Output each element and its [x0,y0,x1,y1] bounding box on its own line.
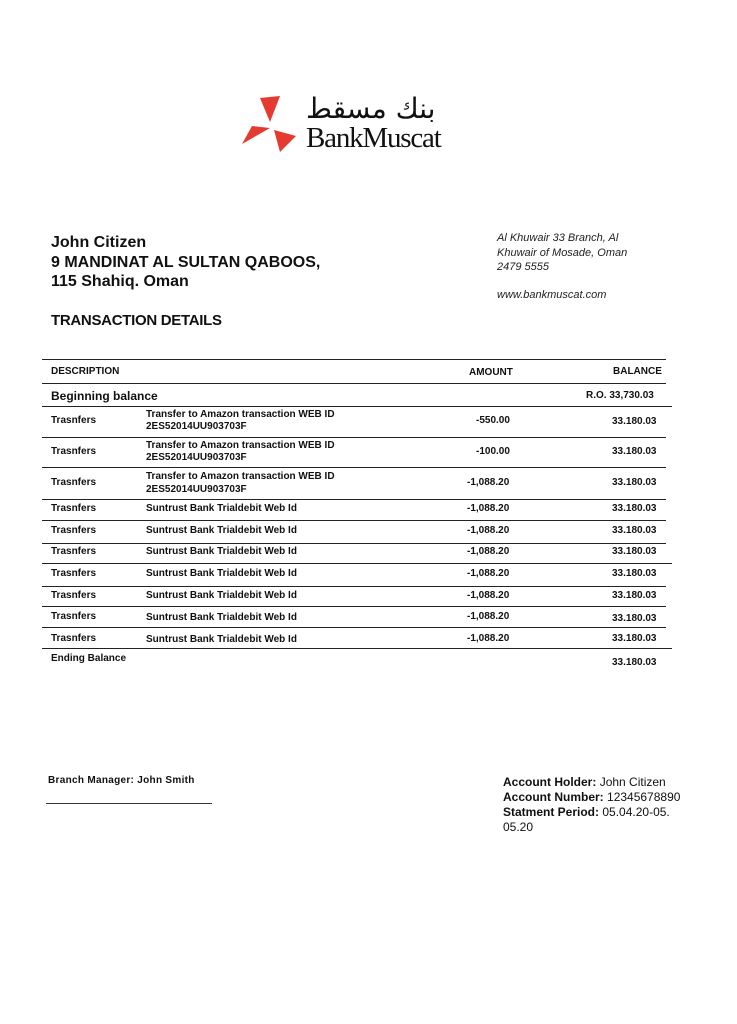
row-type: Trasnfers [51,611,97,622]
branch-phone: 2479 5555 [497,261,549,273]
table-divider [42,437,666,438]
header-amount: AMOUNT [469,367,513,378]
account-number-value: 12345678890 [607,790,681,804]
row-type: Trasnfers [51,446,97,457]
row-description-id: 2ES52014UU903703F [146,484,247,495]
row-balance: 33.180.03 [612,503,657,514]
section-title: TRANSACTION DETAILS [51,312,222,329]
table-divider [42,627,666,628]
table-divider [42,383,666,384]
table-divider [42,586,666,587]
row-balance: 33.180.03 [612,477,657,488]
row-amount: -1,088.20 [467,590,510,601]
table-divider [42,520,666,521]
row-balance: 33.180.03 [612,446,657,457]
statement-period [503,805,670,820]
row-description: Transfer to Amazon transaction WEB ID [146,471,335,482]
table-divider [42,648,672,649]
row-balance: 33.180.03 [612,525,657,536]
row-description: Transfer to Amazon transaction WEB ID [146,409,335,420]
row-description: Suntrust Bank Trialdebit Web Id [146,612,297,623]
row-balance: 33.180.03 [612,568,657,579]
customer-name: John Citizen [51,234,147,251]
row-description: Suntrust Bank Trialdebit Web Id [146,590,297,601]
statement-period-value: 05.04.20-05. [602,805,670,819]
row-amount: -1,088.20 [467,477,510,488]
row-amount: -1,088.20 [467,503,510,514]
table-divider [42,467,666,468]
row-description: Suntrust Bank Trialdebit Web Id [146,568,297,579]
row-amount: -550.00 [476,415,510,426]
row-description-id: 2ES52014UU903703F [146,421,247,432]
row-amount: -1,088.20 [467,568,510,579]
row-balance: 33.180.03 [612,633,657,644]
account-number-label: Account Number: [503,790,604,804]
row-type: Trasnfers [51,525,97,536]
row-description: Transfer to Amazon transaction WEB ID [146,440,335,451]
table-divider [42,406,672,407]
row-description: Suntrust Bank Trialdebit Web Id [146,634,297,645]
bank-logo-mark-icon [240,92,304,158]
statement-period-label: Statment Period: [503,805,600,819]
customer-address-line1: 9 MANDINAT AL SULTAN QABOOS, [51,254,321,271]
row-type: Trasnfers [51,546,97,557]
branch-line1: Al Khuwair 33 Branch, Al [497,232,619,244]
branch-website[interactable]: www.bankmuscat.com [497,289,607,301]
row-type: Trasnfers [51,415,97,426]
row-amount: -1,088.20 [467,525,510,536]
ending-balance-label: Ending Balance [51,653,127,664]
row-amount: -1,088.20 [467,546,510,557]
beginning-balance-label: Beginning balance [51,389,158,403]
row-type: Trasnfers [51,503,97,514]
row-balance: 33.180.03 [612,613,657,624]
customer-address-line2: 115 Shahiq. Oman [51,273,189,290]
row-balance: 33.180.03 [612,590,657,601]
beginning-balance-value: R.O. 33,730.03 [586,390,654,401]
row-type: Trasnfers [51,568,97,579]
account-holder-label: Account Holder: [503,775,597,789]
row-type: Trasnfers [51,477,97,488]
row-description-id: 2ES52014UU903703F [146,452,247,463]
bank-name-latin: BankMuscat [306,122,441,154]
branch-line2: Khuwair of Mosade, Oman [497,247,628,259]
account-number [503,790,680,805]
header-description: DESCRIPTION [51,366,120,377]
signature-line [46,803,212,804]
row-amount: -1,088.20 [467,611,510,622]
account-holder-value: John Citizen [599,775,666,789]
row-amount: -100.00 [476,446,510,457]
row-amount: -1,088.20 [467,633,510,644]
row-type: Trasnfers [51,633,97,644]
statement-period-continued: 05.20 [503,820,534,834]
table-divider [42,543,666,544]
account-holder [503,775,666,790]
table-divider [42,499,666,500]
ending-balance-value: 33.180.03 [612,657,657,668]
row-description: Suntrust Bank Trialdebit Web Id [146,546,297,557]
row-balance: 33.180.03 [612,416,657,427]
branch-manager: Branch Manager: John Smith [48,775,195,786]
table-divider [42,563,672,564]
row-type: Trasnfers [51,590,97,601]
row-balance: 33.180.03 [612,546,657,557]
table-divider [42,606,666,607]
row-description: Suntrust Bank Trialdebit Web Id [146,525,297,536]
bank-logo [240,92,470,162]
row-description: Suntrust Bank Trialdebit Web Id [146,503,297,514]
bank-name-arabic: بنك مسقط [306,92,436,125]
table-divider [42,359,666,360]
header-balance: BALANCE [613,366,662,377]
